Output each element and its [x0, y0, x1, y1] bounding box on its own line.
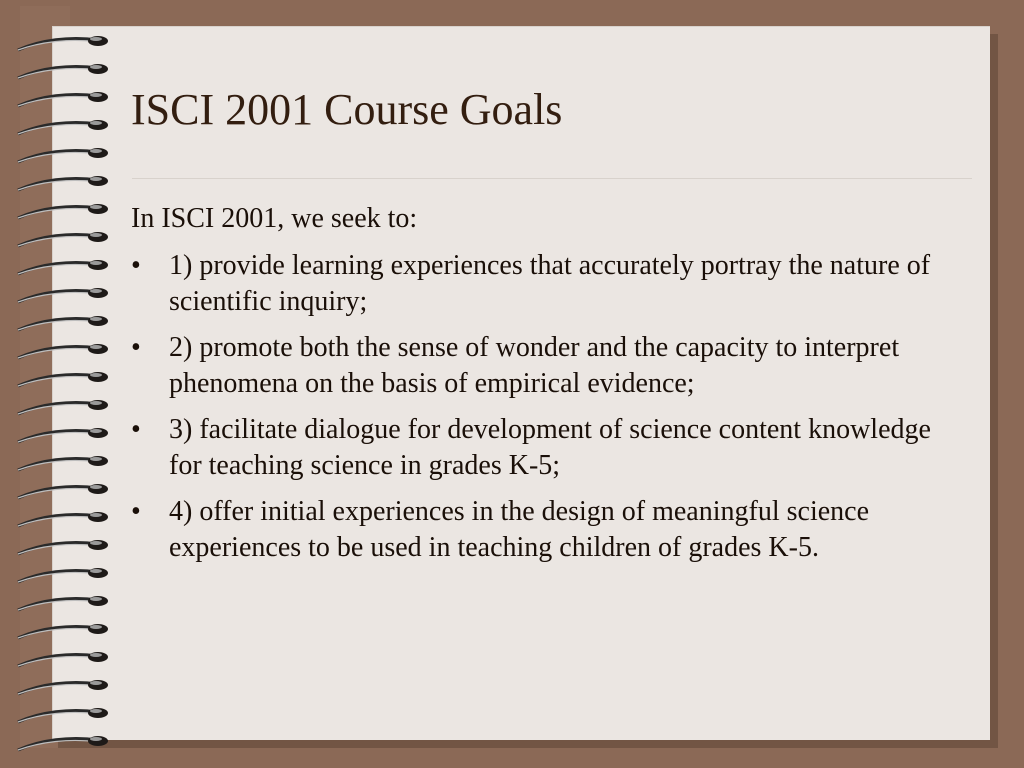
coil-ring	[18, 260, 108, 274]
coil-ring	[18, 484, 108, 498]
coil-ring	[18, 148, 108, 162]
list-item	[131, 330, 951, 402]
coil-ring	[18, 120, 108, 134]
coil-ring	[18, 316, 108, 330]
coil-ring	[18, 36, 108, 50]
slide-title: ISCI 2001 Course Goals	[131, 85, 563, 134]
coil-ring	[18, 176, 108, 190]
coil-ring	[18, 400, 108, 414]
coil-ring	[18, 428, 108, 442]
bullet-icon: •	[131, 250, 141, 281]
coil-ring	[18, 92, 108, 106]
bullet-icon: •	[131, 332, 141, 363]
coil-ring	[18, 568, 108, 582]
goal-text: 4) offer initial experiences in the design of meaningful science experiences to be used in teaching children of grades K-5.	[169, 496, 869, 563]
coil-ring	[18, 512, 108, 526]
bullet-icon: •	[131, 496, 141, 527]
list-item	[131, 248, 951, 320]
goals-list	[131, 248, 951, 576]
coil-ring	[18, 456, 108, 470]
bullet-icon: •	[131, 414, 141, 445]
coil-ring	[18, 372, 108, 386]
spiral-binding	[0, 0, 120, 768]
coil-ring	[18, 652, 108, 666]
coil-ring	[18, 596, 108, 610]
goal-text: 2) promote both the sense of wonder and the capacity to interpret phenomena on the basis of empirical evidence;	[169, 332, 900, 399]
spiral-coil-icon	[0, 0, 120, 768]
goal-text: 3) facilitate dialogue for development of science content knowledge for teaching science in grades K-5;	[169, 414, 931, 481]
title-divider	[132, 178, 972, 179]
coil-ring	[18, 540, 108, 554]
list-item	[131, 494, 951, 566]
coil-ring	[18, 232, 108, 246]
coil-ring	[18, 708, 108, 722]
intro-text: In ISCI 2001, we seek to:	[131, 203, 418, 234]
list-item	[131, 412, 951, 484]
coil-ring	[18, 344, 108, 358]
coil-ring	[18, 288, 108, 302]
coil-ring	[18, 736, 108, 750]
coil-ring	[18, 680, 108, 694]
coil-ring	[18, 624, 108, 638]
coil-ring	[18, 64, 108, 78]
coil-ring	[18, 204, 108, 218]
goal-text: 1) provide learning experiences that accurately portray the nature of scientific inquiry;	[169, 250, 931, 317]
